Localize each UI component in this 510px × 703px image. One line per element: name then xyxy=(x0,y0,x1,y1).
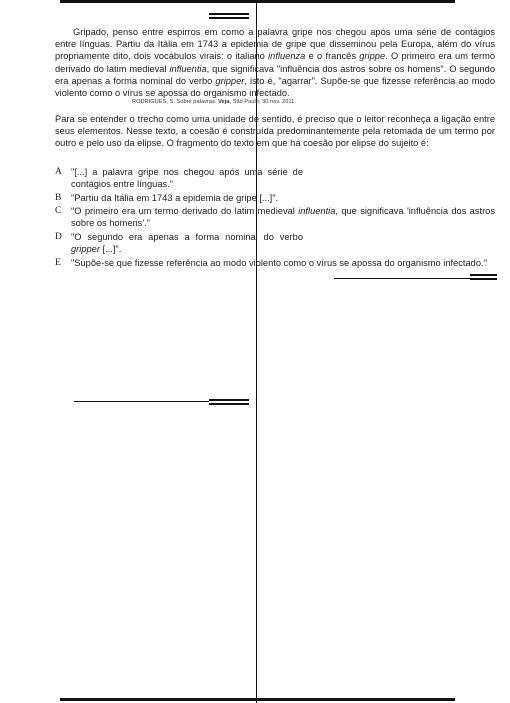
word-gripper: gripper xyxy=(215,75,245,86)
option-letter: D xyxy=(55,231,62,242)
top-border xyxy=(60,0,455,3)
column-mark-bottom xyxy=(209,399,249,405)
column-divider xyxy=(256,0,257,703)
option-b[interactable] xyxy=(55,193,495,205)
option-e[interactable] xyxy=(55,258,495,270)
option-letter: B xyxy=(55,192,62,203)
option-letter: C xyxy=(55,206,62,217)
rule-right xyxy=(334,278,470,279)
option-text: "Supõe-se que fizesse referência ao modo violento como o vírus se apossa do organismo infectado." xyxy=(71,257,487,268)
column-mark-top xyxy=(209,13,249,19)
citation-source: Veja xyxy=(218,99,230,105)
option-d[interactable] xyxy=(55,232,495,256)
passage-text: Gripado, penso entre espirros em como a palavra gripe nos chegou após uma série de contágios entre línguas. Partiu da Itália em 1743 a epidemia de gripe que disseminou pela Europa, além do vírus propriamente dito, dois vocábulos virais: o italiano influenza e o francês grippe. O primeiro era um termo derivado do latim medieval influentia, que significava "influência dos astros sobre os homens". O segundo era apenas a forma nominal do verbo gripper, isto é, "agarrar". Supõe-se que fizesse referência ao modo violento como o vírus se apossa do organismo infectado. xyxy=(55,27,496,99)
rule-left-bottom xyxy=(74,401,209,402)
word-influentia: influentia xyxy=(169,63,207,74)
option-c[interactable] xyxy=(55,206,495,230)
word-influenza: influenza xyxy=(268,51,306,62)
option-text: "[...] a palavra gripe nos chegou após uma série de contágios entre línguas." xyxy=(71,167,303,189)
citation: RODRIGUES, S. Sobre palavras. Veja, São Paulo, 30 nov. 2011. xyxy=(132,99,296,105)
option-text: "O primeiro era um termo derivado do latim medieval influentia, que significava 'influência dos astros sobre os homens'." xyxy=(71,206,496,229)
option-letter: A xyxy=(55,167,62,177)
option-letter: E xyxy=(55,257,61,268)
column-mark-right xyxy=(470,274,497,280)
option-text: "O segundo era apenas a forma nominal do verbo gripper [...]". xyxy=(71,231,303,254)
option-text: "Partiu da Itália em 1743 a epidemia de gripe [...]". xyxy=(71,192,279,203)
bottom-border xyxy=(60,698,455,701)
option-a[interactable] xyxy=(55,167,495,191)
word-grippe: grippe xyxy=(359,51,386,62)
options-list xyxy=(55,167,495,271)
question-text: Para se entender o trecho como uma unidade de sentido, é preciso que o leitor reconheça a ligação entre seus elementos. Nesse texto, a coesão é construída predominantemente pela retomada de um termo por outro e pelo uso da elipse. O fragmento do texto em que há coesão por elipse do sujeito é: xyxy=(55,114,495,149)
